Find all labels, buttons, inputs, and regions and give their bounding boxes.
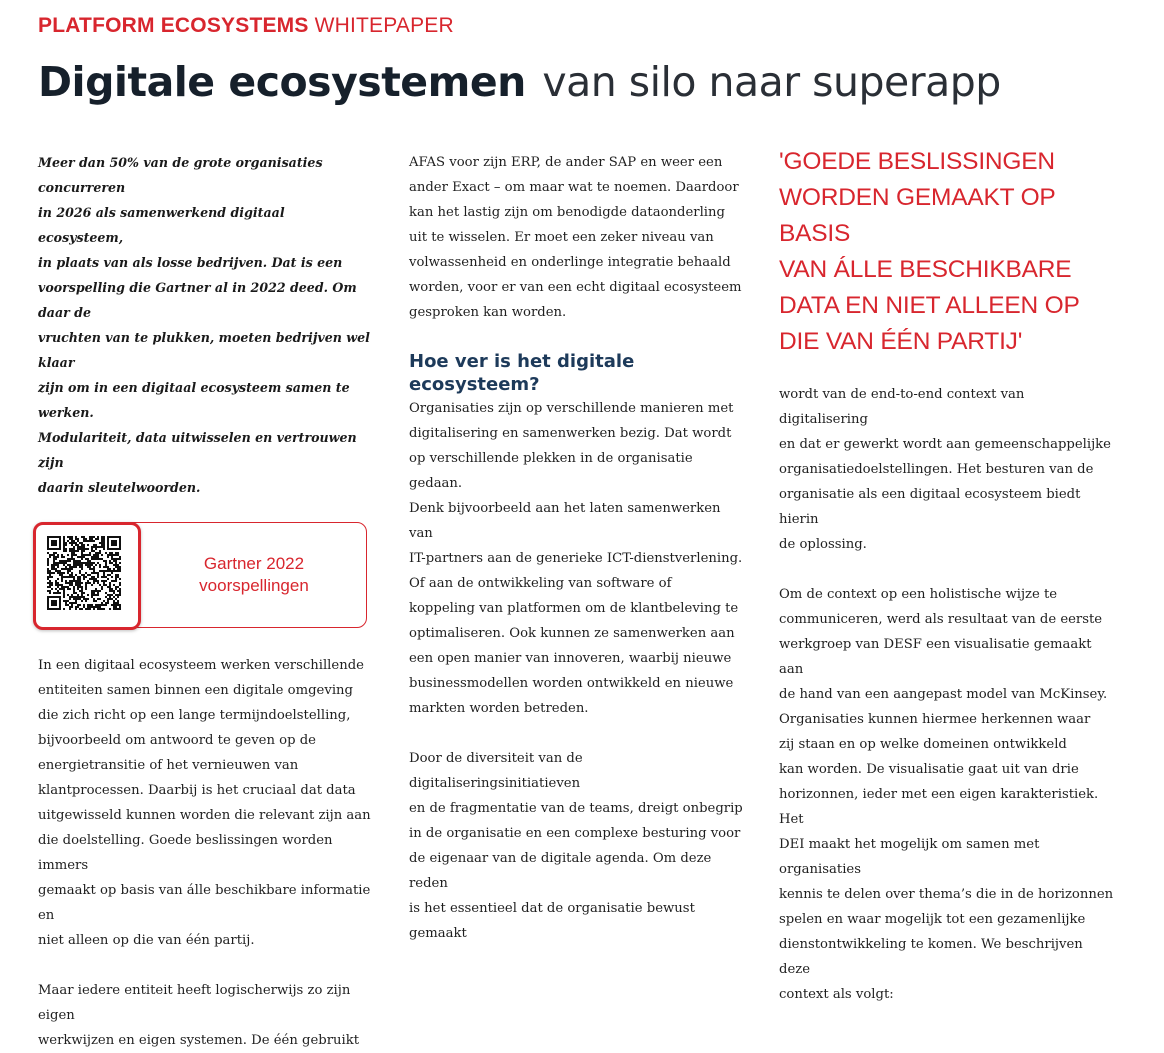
text-line: horizonnen, ieder met een eigen karakteristiek. Het xyxy=(779,787,1099,827)
text-line: die doelstelling. Goede beslissingen worden immers xyxy=(38,833,333,873)
text-line: ander Exact – om maar wat te noemen. Daardoor xyxy=(409,180,739,195)
body-paragraph xyxy=(409,396,744,721)
text-line: kennis te delen over thema’s die in de horizonnen xyxy=(779,887,1114,902)
kicker-type: WHITEPAPER xyxy=(314,14,454,37)
intro-line: daarin sleutelwoorden. xyxy=(38,480,201,495)
text-line: gemaakt op basis van álle beschikbare informatie en xyxy=(38,883,371,923)
intro-line: zijn om in een digitaal ecosysteem samen te werken. xyxy=(38,380,350,420)
text-line: Denk bijvoorbeeld aan het laten samenwerken van xyxy=(409,501,721,541)
text-line: en dat er gewerkt wordt aan gemeenschappelijke xyxy=(779,437,1111,452)
text-line: IT-partners aan de generieke ICT-dienstverlening. xyxy=(409,551,743,566)
body-paragraph xyxy=(409,150,744,325)
text-line: communiceren, werd als resultaat van de eerste xyxy=(779,612,1103,627)
text-line: organisatie als een digitaal ecosysteem biedt hierin xyxy=(779,487,1081,527)
section-kicker xyxy=(38,14,454,38)
text-line: organisatiedoelstellingen. Het besturen van de xyxy=(779,462,1094,477)
text-line: werkwijzen en eigen systemen. De één gebruikt xyxy=(38,1033,359,1048)
text-line: Om de context op een holistische wijze te xyxy=(779,587,1058,602)
text-line: is het essentieel dat de organisatie bewust gemaakt xyxy=(409,901,695,941)
intro-paragraph xyxy=(38,150,373,500)
text-line: optimaliseren. Ook kunnen ze samenwerken aan xyxy=(409,626,735,641)
body-paragraph xyxy=(38,978,373,1053)
text-line: Organisaties zijn op verschillende manieren met xyxy=(409,401,734,416)
intro-line: vruchten van te plukken, moeten bedrijven wel klaar xyxy=(38,330,370,370)
text-line: en de fragmentatie van de teams, dreigt onbegrip xyxy=(409,801,743,816)
text-line: markten worden betreden. xyxy=(409,701,589,716)
text-line: uitgewisseld kunnen worden die relevant zijn aan xyxy=(38,808,371,823)
text-line: In een digitaal ecosysteem werken verschillende xyxy=(38,658,364,673)
quote-line: WORDEN GEMAAKT OP BASIS xyxy=(779,184,1056,247)
text-line: de eigenaar van de digitale agenda. Om deze reden xyxy=(409,851,712,891)
text-line: Organisaties kunnen hiermee herkennen waar xyxy=(779,712,1091,727)
text-line: niet alleen op die van één partij. xyxy=(38,933,255,948)
text-line: op verschillende plekken in de organisatie gedaan. xyxy=(409,451,693,491)
qr-code-frame[interactable] xyxy=(33,522,141,630)
text-line: de hand van een aangepast model van McKinsey. xyxy=(779,687,1108,702)
text-line: worden, voor er van een echt digitaal ecosysteem xyxy=(409,280,742,295)
text-line: Maar iedere entiteit heeft logischerwijs zo zijn eigen xyxy=(38,983,351,1023)
text-line: wordt van de end-to-end context van digitalisering xyxy=(779,387,1025,427)
text-line: gesproken kan worden. xyxy=(409,305,567,320)
body-paragraph xyxy=(409,746,744,946)
intro-line: in plaats van als losse bedrijven. Dat is een xyxy=(38,255,343,270)
text-line: zij staan en op welke domeinen ontwikkeld xyxy=(779,737,1067,752)
qr-label-line: Gartner 2022 xyxy=(203,554,305,573)
column-2 xyxy=(409,150,744,946)
page-title xyxy=(38,58,1001,106)
text-line: DEI maakt het mogelijk om samen met organisaties xyxy=(779,837,1040,877)
text-line: spelen en waar mogelijk tot een gezamenlijke xyxy=(779,912,1086,927)
text-line: volwassenheid en onderlinge integratie behaald xyxy=(409,255,731,270)
text-line: die zich richt op een lange termijndoelstelling, xyxy=(38,708,351,723)
text-line: werkgroep van DESF een visualisatie gemaakt aan xyxy=(779,637,1092,677)
text-line: uit te wisselen. Er moet een zeker niveau van xyxy=(409,230,714,245)
heading-line: ecosysteem? xyxy=(409,374,540,395)
intro-line: Modulariteit, data uitwisselen en vertrouwen zijn xyxy=(38,430,357,470)
text-line: dienstontwikkeling te komen. We beschrijven deze xyxy=(779,937,1083,977)
text-line: de oplossing. xyxy=(779,537,867,552)
text-line: Of aan de ontwikkeling van software of xyxy=(409,576,672,591)
text-line: kan worden. De visualisatie gaat uit van drie xyxy=(779,762,1079,777)
intro-line: in 2026 als samenwerkend digitaal ecosysteem, xyxy=(38,205,285,245)
intro-line: Meer dan 50% van de grote organisaties concurreren xyxy=(38,155,323,195)
text-line: AFAS voor zijn ERP, de ander SAP en weer een xyxy=(409,155,723,170)
body-paragraph xyxy=(779,582,1114,1007)
qr-callout[interactable] xyxy=(38,522,367,628)
qr-code-icon xyxy=(47,536,121,610)
intro-line: voorspelling die Gartner al in 2022 deed. Om daar de xyxy=(38,280,357,320)
kicker-section: PLATFORM ECOSYSTEMS xyxy=(38,14,309,37)
text-line: context als volgt: xyxy=(779,987,894,1002)
pull-quote xyxy=(779,144,1114,360)
heading-line: Hoe ver is het digitale xyxy=(409,351,635,372)
body-paragraph xyxy=(779,382,1114,557)
title-main: Digitale ecosystemen xyxy=(38,58,526,106)
quote-line: DATA EN NIET ALLEEN OP xyxy=(779,292,1080,319)
body-paragraph xyxy=(38,653,373,953)
text-line: klantprocessen. Daarbij is het cruciaal dat data xyxy=(38,783,356,798)
quote-line: DIE VAN ÉÉN PARTIJ' xyxy=(779,328,1023,355)
section-heading xyxy=(409,350,744,396)
text-line: bijvoorbeeld om antwoord te geven op de xyxy=(38,733,316,748)
title-sub: van silo naar superapp xyxy=(542,58,1001,106)
text-line: Door de diversiteit van de digitaliseringsinitiatieven xyxy=(409,751,583,791)
text-line: in de organisatie en een complexe besturing voor xyxy=(409,826,741,841)
text-line: digitalisering en samenwerken bezig. Dat wordt xyxy=(409,426,732,441)
column-1 xyxy=(38,150,373,1053)
quote-line: 'GOEDE BESLISSINGEN xyxy=(779,148,1055,175)
qr-callout-label[interactable] xyxy=(179,553,329,597)
column-3 xyxy=(779,150,1114,1007)
text-line: een open manier van innoveren, waarbij nieuwe xyxy=(409,651,732,666)
text-line: kan het lastig zijn om benodigde dataonderling xyxy=(409,205,725,220)
quote-line: VAN ÁLLE BESCHIKBARE xyxy=(779,256,1072,283)
text-line: entiteiten samen binnen een digitale omgeving xyxy=(38,683,353,698)
text-line: koppeling van platformen om de klantbeleving te xyxy=(409,601,739,616)
qr-label-line: voorspellingen xyxy=(199,576,309,595)
text-line: energietransitie of het vernieuwen van xyxy=(38,758,299,773)
text-line: businessmodellen worden ontwikkeld en nieuwe xyxy=(409,676,734,691)
